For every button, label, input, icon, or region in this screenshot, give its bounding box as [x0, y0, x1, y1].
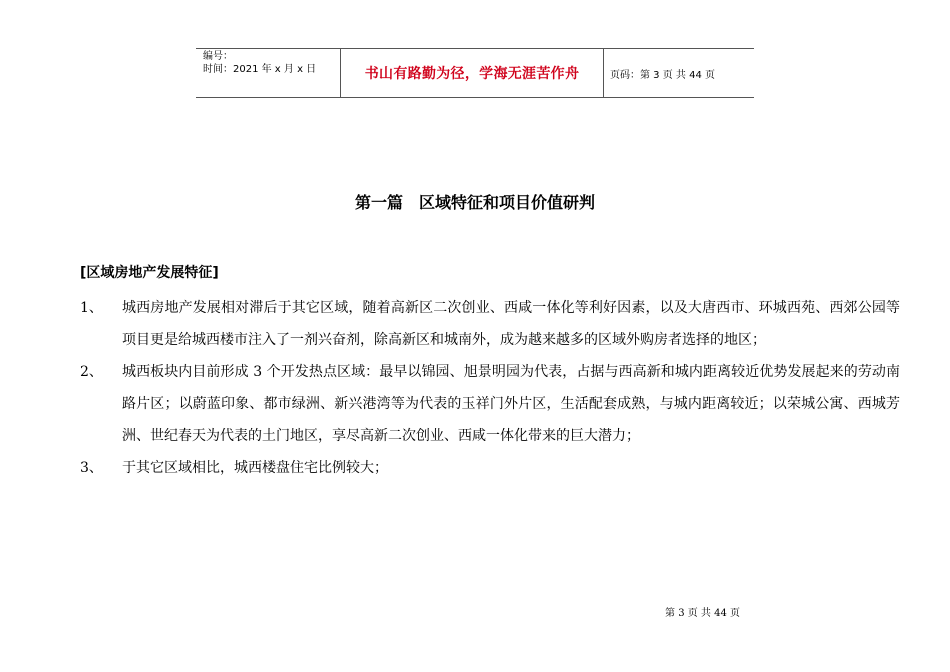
- item-text: 于其它区域相比，城西楼盘住宅比例较大；: [122, 460, 388, 476]
- page-info: 页码：第 3 页 共 44 页: [610, 69, 715, 81]
- header-motto-cell: [340, 49, 604, 97]
- item-number: 2、: [80, 364, 103, 380]
- section-heading: [区域房地产发展特征]: [80, 265, 219, 281]
- item-number: 1、: [80, 300, 103, 316]
- list-item: [80, 452, 900, 484]
- list-item: [80, 292, 900, 356]
- date-label: 时间：2021 年 x 月 x 日: [203, 64, 317, 75]
- motto: 书山有路勤为径，学海无涯苦作舟: [364, 66, 580, 82]
- serial-label: 编号：: [203, 51, 233, 62]
- list-item: [80, 356, 900, 452]
- page-footer: 第 3 页 共 44 页: [665, 608, 740, 619]
- item-number: 3、: [80, 460, 103, 476]
- item-text: 城西板块内目前形成 3 个开发热点区域：最早以锦园、旭景明园为代表，占据与西高新和城内距离较近优势发展起来的劳动南路片区；以蔚蓝印象、都市绿洲、新兴港湾等为代表的玉祥门外片区，生活配套成熟，与城内距离较近；以荣城公寓、西城芳洲、世纪春天为代表的土门地区，享尽高新二次创业、西咸一体化带来的巨大潜力；: [122, 364, 900, 444]
- item-text: 城西房地产发展相对滞后于其它区域，随着高新区二次创业、西咸一体化等利好因素，以及大唐西市、环城西苑、西郊公园等项目更是给城西楼市注入了一剂兴奋剂，除高新区和城南外，成为越来越多的区域外购房者选择的地区；: [122, 300, 900, 348]
- chapter-title: 第一篇 区域特征和项目价值研判: [354, 193, 595, 212]
- document-header: [196, 48, 754, 98]
- header-page-info: [604, 49, 754, 97]
- header-meta: [196, 49, 340, 97]
- numbered-list: [80, 292, 900, 484]
